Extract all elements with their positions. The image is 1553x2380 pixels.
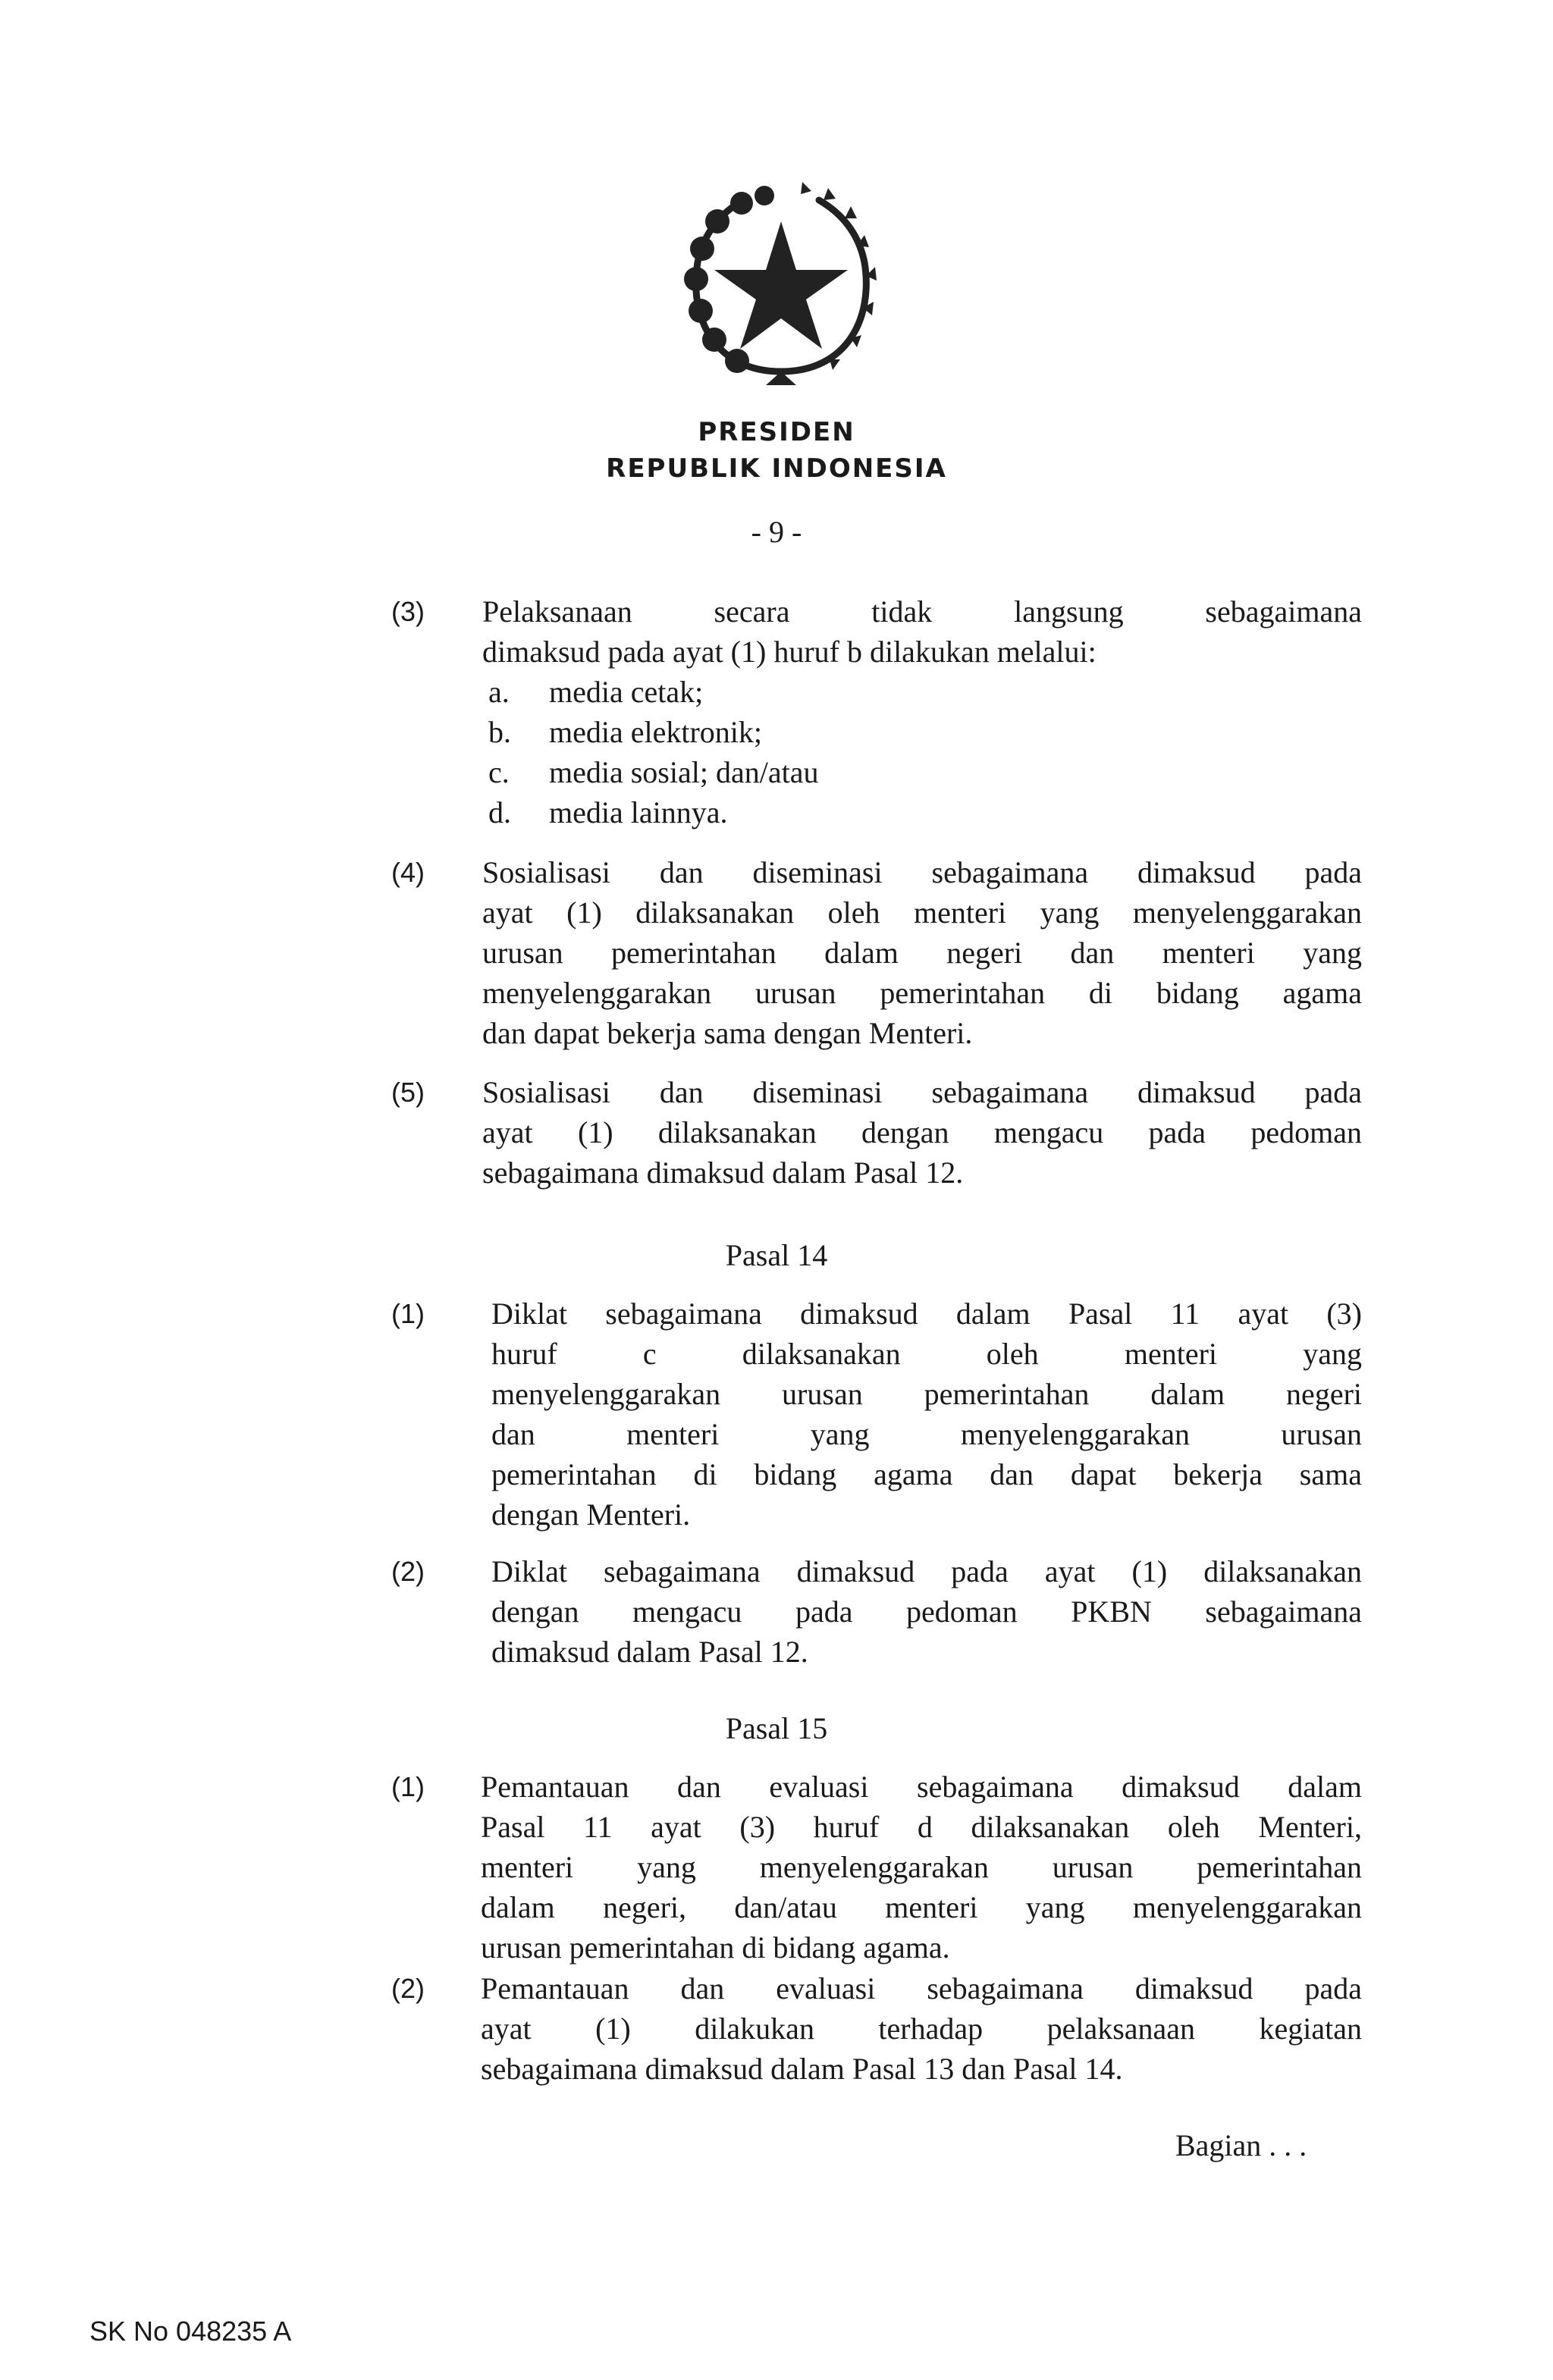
text-line: dan dapat bekerja sama dengan Menteri. [482,1016,973,1050]
article-title: Pasal 15 [725,1711,828,1745]
sub-list [488,672,818,833]
text-line: Pelaksanaan secara tidak langsung sebagaimana [482,594,1362,629]
paragraph-15-2 [481,1968,1362,2089]
article-title: Pasal 14 [725,1238,828,1272]
header-subtitle: REPUBLIK INDONESIA [606,453,947,484]
text-line: Diklat sebagaimana dimaksud pada ayat (1) dilaksanakan [491,1554,1362,1588]
list-item: d. media lainnya. [488,795,728,829]
text-line: Sosialisasi dan diseminasi sebagaimana dimaksud pada [482,855,1362,889]
paragraph-13-5 [482,1072,1362,1193]
text-line: ayat (1) dilaksanakan oleh menteri yang menyelenggarakan [482,895,1362,930]
document-code: SK No 048235 A [89,2316,292,2347]
text-line: menyelenggarakan urusan pemerintahan di bidang agama [482,976,1362,1010]
text-line: dimaksud pada ayat (1) huruf b dilakukan melalui: [482,635,1097,669]
paragraph-14-1 [491,1293,1362,1535]
text-line: pemerintahan di bidang agama dan dapat bekerja sama [491,1457,1362,1491]
paragraph-14-2 [491,1551,1362,1672]
paragraph-number: (2) [391,1556,425,1587]
list-item: b. media elektronik; [488,715,763,749]
text-line: Pemantauan dan evaluasi sebagaimana dimaksud pada [481,1971,1362,2005]
text-line: sebagaimana dimaksud dalam Pasal 13 dan Pasal 14. [481,2052,1123,2086]
paragraph-number: (1) [391,1771,425,1802]
text-line: menyelenggarakan urusan pemerintahan dalam negeri [491,1377,1362,1411]
text-line: huruf c dilaksanakan oleh menteri yang [491,1337,1362,1371]
paragraph-number: (2) [391,1973,425,2004]
text-line: dimaksud dalam Pasal 12. [491,1635,808,1669]
header-title: PRESIDEN [698,417,855,447]
text-line: dan menteri yang menyelenggarakan urusan [491,1417,1362,1451]
continuation-marker: Bagian . . . [1175,2128,1307,2162]
paragraph-number: (3) [391,596,425,627]
list-item: a. media cetak; [488,675,704,709]
paragraph-15-1 [481,1767,1362,1968]
text-line: urusan pemerintahan di bidang agama. [481,1930,950,1965]
paragraph-number: (5) [391,1077,425,1108]
text-line: dengan mengacu pada pedoman PKBN sebagaimana [491,1595,1362,1629]
garuda-star-emblem [667,173,895,400]
paragraph-number: (4) [391,857,425,888]
text-line: Pasal 11 ayat (3) huruf d dilaksanakan oleh Menteri, [481,1810,1362,1844]
paragraph-number: (1) [391,1298,425,1329]
text-line: sebagaimana dimaksud dalam Pasal 12. [482,1156,964,1190]
text-line: ayat (1) dilaksanakan dengan mengacu pada pedoman [482,1115,1362,1149]
text-line: menteri yang menyelenggarakan urusan pemerintahan [481,1850,1362,1884]
page-number: - 9 - [751,515,802,549]
text-line: dengan Menteri. [491,1497,691,1532]
text-line: Pemantauan dan evaluasi sebagaimana dimaksud dalam [481,1770,1362,1804]
text-line: dalam negeri, dan/atau menteri yang menyelenggarakan [481,1890,1362,1924]
text-line: urusan pemerintahan dalam negeri dan menteri yang [482,936,1362,970]
text-line: Diklat sebagaimana dimaksud dalam Pasal 11 ayat (3) [491,1297,1362,1331]
text-line: Sosialisasi dan diseminasi sebagaimana dimaksud pada [482,1075,1362,1109]
list-item: c. media sosial; dan/atau [488,755,819,789]
paragraph-13-3 [482,591,1362,672]
paragraph-13-4 [482,852,1362,1053]
text-line: ayat (1) dilakukan terhadap pelaksanaan kegiatan [481,2012,1362,2046]
